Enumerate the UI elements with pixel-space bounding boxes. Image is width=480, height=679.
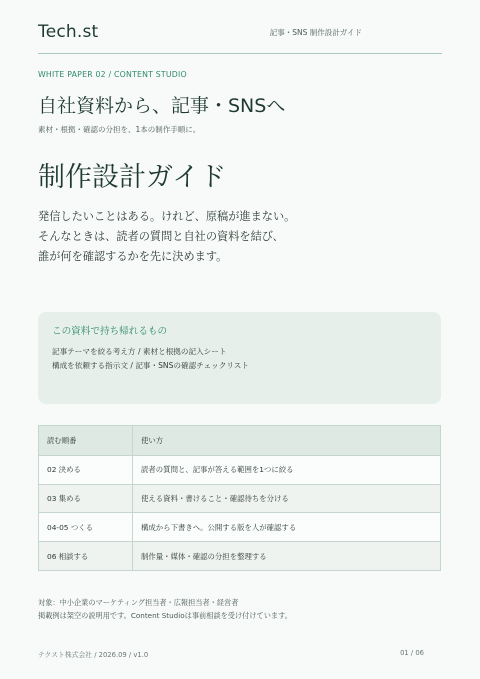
brand-logo[interactable]: Tech.st	[38, 22, 99, 42]
takeaways-line: 構成を依頼する指示文 / 記事・SNSの確認チェックリスト	[52, 361, 249, 370]
takeaways-title: この資料で持ち帰れるもの	[52, 326, 168, 337]
table-row	[39, 541, 440, 570]
table-cell-usage: 構成から下書きへ。公開する版を人が確認する	[141, 522, 297, 532]
table-cell-usage: 読者の質問と、記事が答える範囲を1つに絞る	[141, 465, 294, 475]
headline: 自社資料から、記事・SNSへ	[38, 95, 286, 117]
intro-line: そんなときは、読者の質問と自社の資料を結び、	[38, 230, 284, 243]
header	[38, 20, 442, 54]
disclaimer-note: 掲載例は架空の説明用です。Content Studioは事前相談を受け付けています。	[38, 611, 292, 620]
takeaways-box	[38, 312, 441, 404]
takeaways-line: 記事テーマを絞る考え方 / 素材と根拠の記入シート	[52, 347, 227, 356]
table-row	[39, 484, 440, 513]
page-number: 01 / 06	[400, 649, 424, 657]
page-title: 制作設計ガイド	[38, 162, 227, 193]
table-cell-usage: 制作量・媒体・確認の分担を整理する	[141, 551, 267, 561]
kicker: WHITE PAPER 02 / CONTENT STUDIO	[38, 70, 187, 79]
table-row	[39, 455, 440, 484]
intro-line: 誰が何を確認するかを先に決めます。	[38, 250, 228, 263]
column-header: 読む順番	[39, 426, 133, 455]
document-label: 記事・SNS 制作設計ガイド	[269, 28, 362, 37]
table-cell-step: 03 集める	[39, 485, 133, 513]
notes	[38, 596, 292, 622]
subheadline: 素材・根拠・確認の分担を、1本の制作手順に。	[38, 125, 201, 134]
intro-text	[38, 207, 295, 267]
audience-note: 対象：中小企業のマーケティング担当者・広報担当者・経営者	[38, 598, 239, 607]
table-cell-step: 02 決める	[39, 456, 133, 484]
table-cell-step: 04-05 つくる	[39, 513, 133, 541]
intro-line: 発信したいことはある。けれど、原稿が進まない。	[38, 210, 296, 223]
reading-order-table	[38, 425, 441, 571]
column-header: 使い方	[141, 435, 164, 445]
table-cell-usage: 使える資料・書けること・確認待ちを分ける	[141, 493, 289, 503]
table-header-row	[39, 426, 440, 455]
table-cell-step: 06 相談する	[39, 542, 133, 570]
footer-company: テクスト株式会社 / 2026.09 / v1.0	[38, 651, 149, 659]
table-row	[39, 512, 440, 541]
